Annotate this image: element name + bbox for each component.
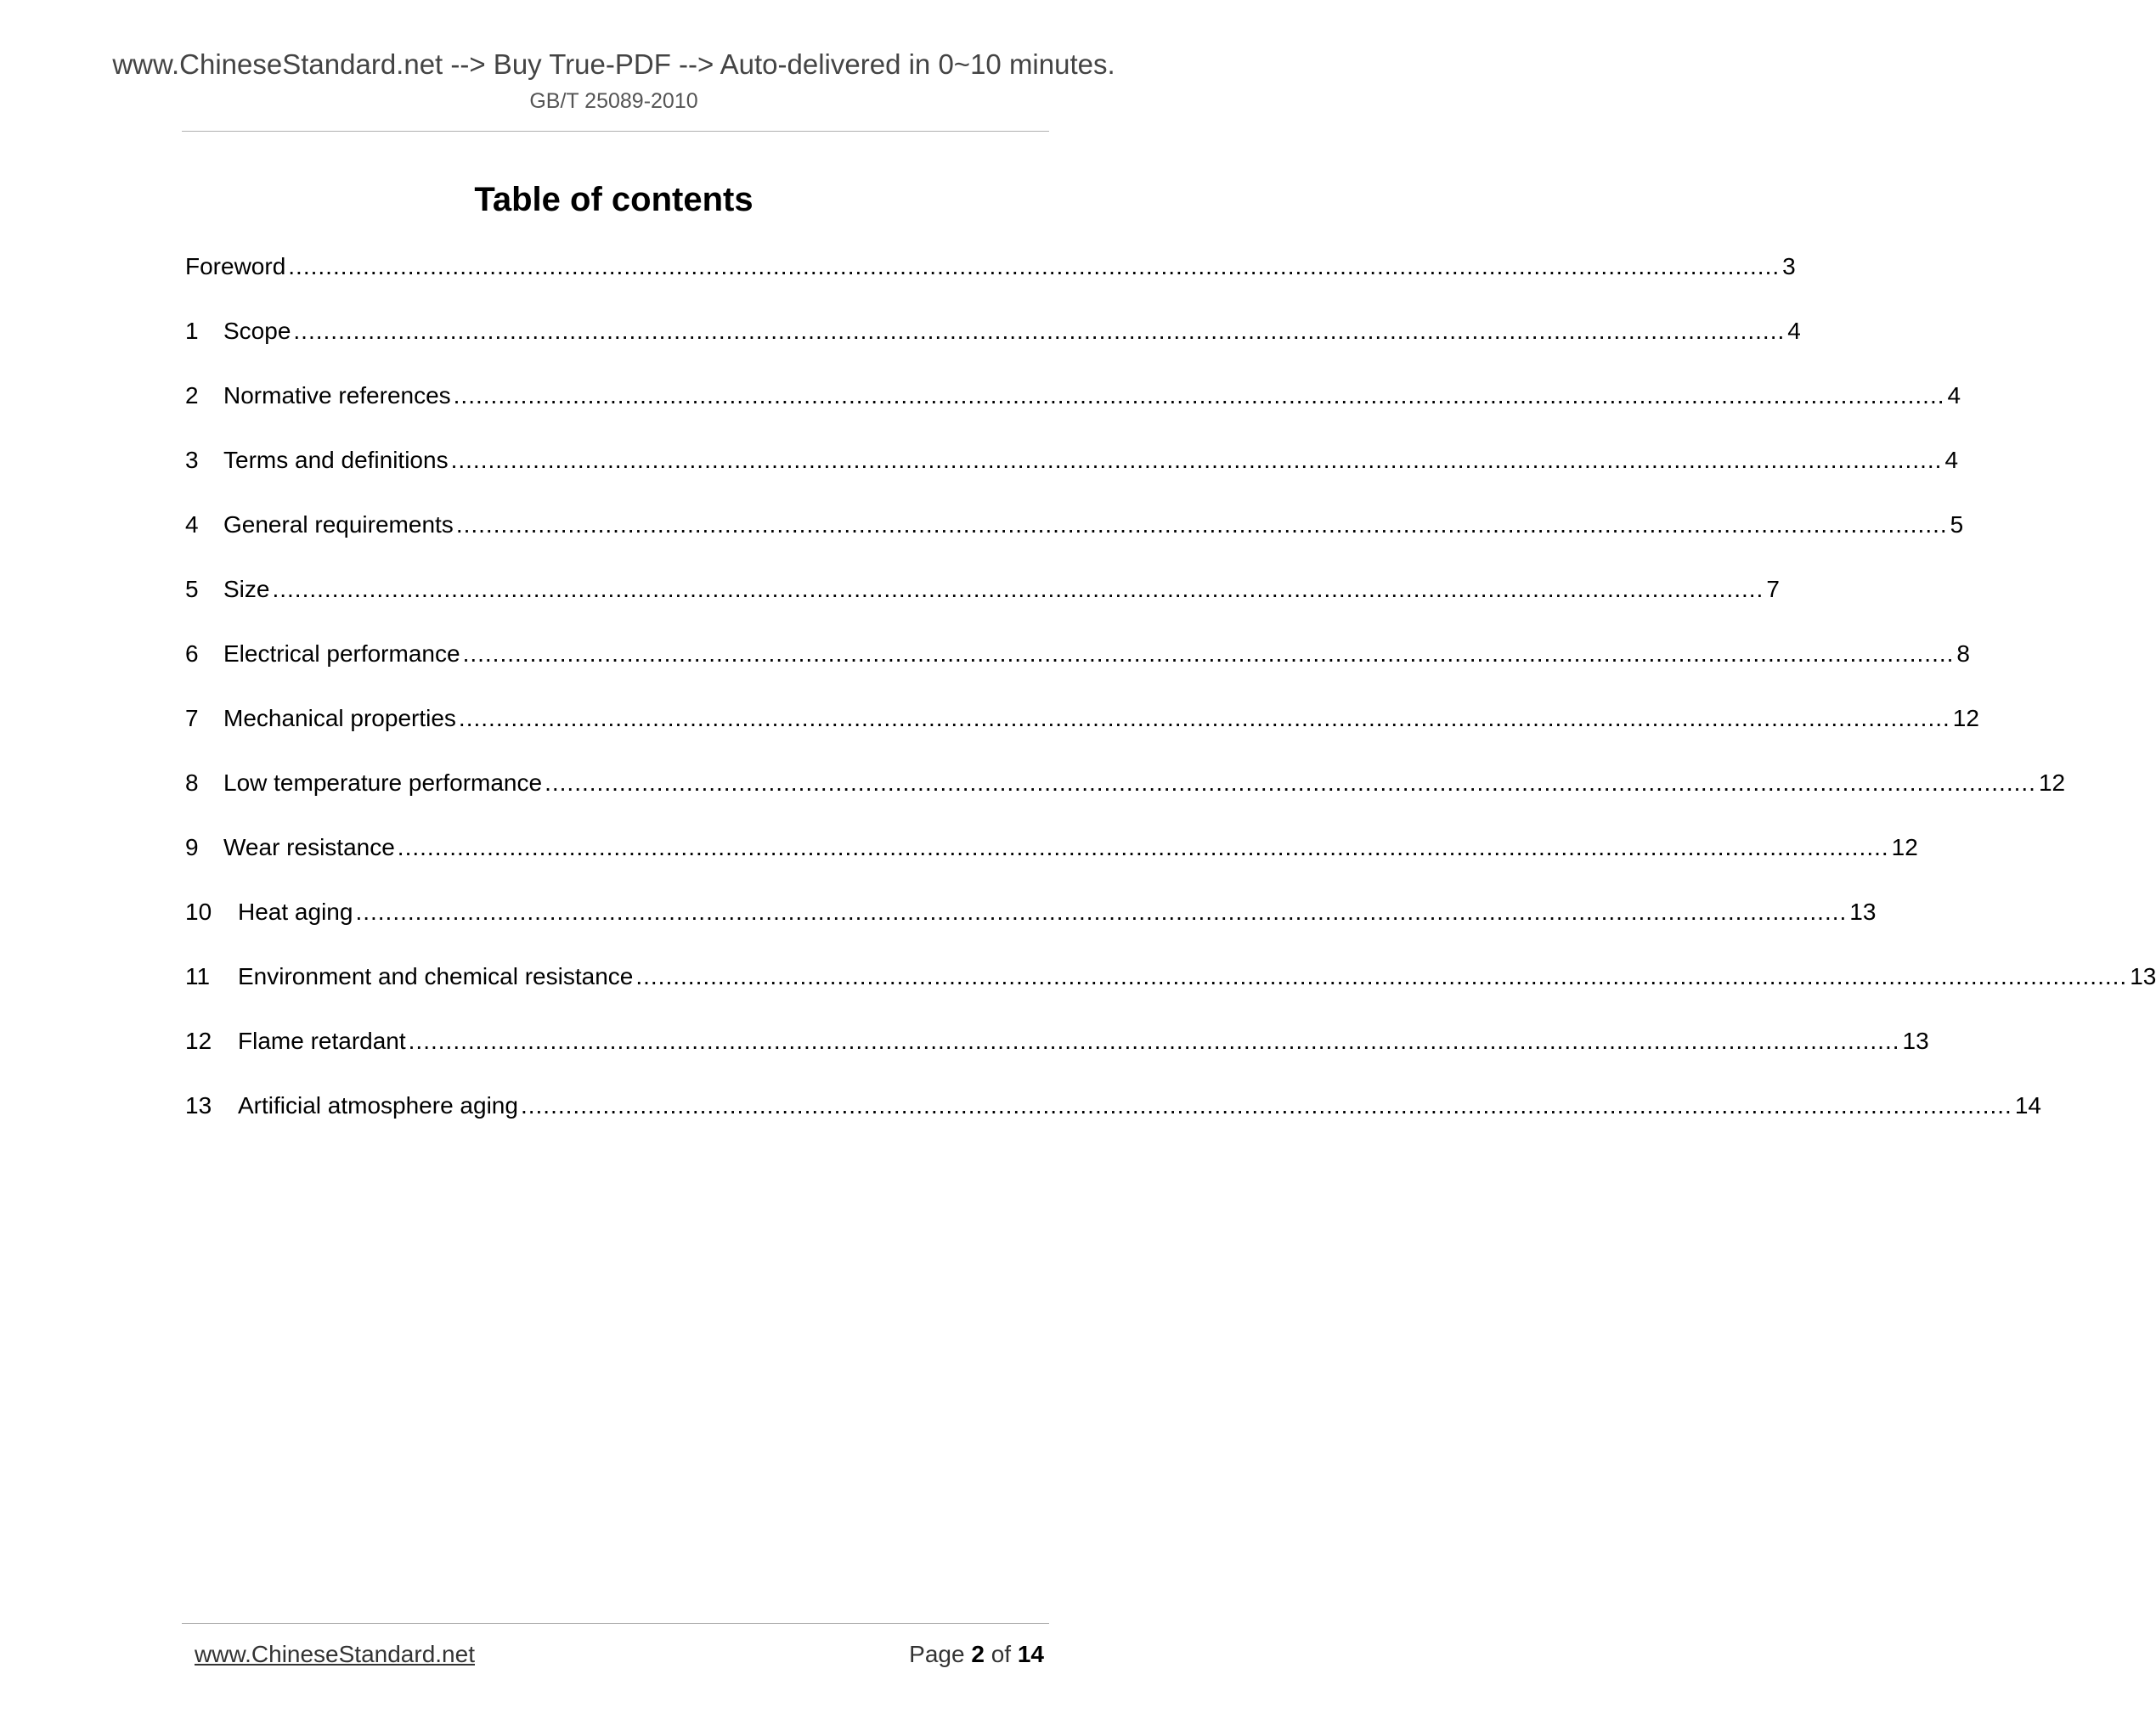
footer-divider bbox=[182, 1623, 1049, 1624]
page-total: 14 bbox=[1017, 1641, 1044, 1667]
toc-dot-leader: ........................................................................................................................................................................................................ bbox=[450, 447, 1943, 473]
toc-dot-leader: ........................................................................................................................................................................................................ bbox=[462, 640, 1955, 667]
toc-entry-number: 8 bbox=[185, 769, 199, 796]
page-of: of bbox=[991, 1641, 1012, 1667]
toc-entry-page: 8 bbox=[1956, 640, 1970, 667]
toc-entry-label: Terms and definitions bbox=[223, 447, 449, 473]
toc-dot-leader: ........................................................................................................................................................................................................ bbox=[545, 769, 2036, 796]
toc-entry-page: 12 bbox=[1891, 834, 1918, 860]
toc-entry-low-temperature-performance[interactable] bbox=[185, 766, 2066, 831]
toc-entry-page: 14 bbox=[2014, 1092, 2041, 1119]
toc-entry-number: 2 bbox=[185, 382, 199, 409]
toc-entry-label: Size bbox=[223, 576, 270, 602]
footer-website-link[interactable]: www.ChineseStandard.net bbox=[195, 1641, 475, 1667]
toc-entry-page: 4 bbox=[1944, 447, 1959, 473]
toc-entry-number: 1 bbox=[185, 318, 199, 344]
toc-entry-page: 12 bbox=[1952, 705, 1979, 731]
toc-entry-terms-and-definitions[interactable] bbox=[185, 443, 1959, 508]
toc-entry-general-requirements[interactable] bbox=[185, 508, 1964, 572]
toc-dot-leader: ........................................................................................................................................................................................................ bbox=[635, 963, 2128, 989]
toc-entry-label: Flame retardant bbox=[238, 1028, 406, 1054]
toc-dot-leader: ........................................................................................................................................................................................................ bbox=[397, 834, 1889, 860]
page-title: Table of contents bbox=[474, 181, 753, 218]
toc-entry-normative-references[interactable] bbox=[185, 379, 1961, 443]
toc-entry-number: 4 bbox=[185, 511, 199, 538]
toc-entry-page: 13 bbox=[2130, 963, 2156, 989]
toc-entry-number: 7 bbox=[185, 705, 199, 731]
toc-dot-leader: ........................................................................................................................................................................................................ bbox=[458, 705, 1950, 731]
header-banner: www.ChineseStandard.net --> Buy True-PDF --> Auto-delivered in 0~10 minutes. bbox=[112, 48, 1115, 80]
page-prefix: Page bbox=[909, 1641, 965, 1667]
toc-entry-label: Foreword bbox=[185, 253, 286, 279]
toc-entry-number: 12 bbox=[185, 1028, 212, 1054]
toc-dot-leader: ........................................................................................................................................................................................................ bbox=[293, 318, 1786, 344]
toc-entry-number: 3 bbox=[185, 447, 199, 473]
toc-entry-label: Environment and chemical resistance bbox=[238, 963, 634, 989]
toc-entry-label: Scope bbox=[223, 318, 291, 344]
toc-entry-scope[interactable] bbox=[185, 314, 1801, 379]
toc-entry-label: Low temperature performance bbox=[223, 769, 543, 796]
toc-entry-label: Heat aging bbox=[238, 899, 353, 925]
toc-entry-electrical-performance[interactable] bbox=[185, 637, 1970, 702]
toc-entry-page: 13 bbox=[1902, 1028, 1929, 1054]
toc-entry-number: 6 bbox=[185, 640, 199, 667]
toc-entry-foreword[interactable] bbox=[185, 250, 1796, 314]
toc-entry-number: 5 bbox=[185, 576, 199, 602]
toc-dot-leader: ........................................................................................................................................................................................................ bbox=[520, 1092, 2012, 1119]
toc-entry-heat-aging[interactable] bbox=[185, 895, 1877, 960]
toc-entry-label: Normative references bbox=[223, 382, 451, 409]
standard-code: GB/T 25089-2010 bbox=[529, 89, 698, 113]
toc-entry-label: Artificial atmosphere aging bbox=[238, 1092, 518, 1119]
toc-entry-environment-chemical-resistance[interactable] bbox=[185, 960, 2156, 1024]
toc-dot-leader: ........................................................................................................................................................................................................ bbox=[408, 1028, 1900, 1054]
toc-entry-page: 5 bbox=[1950, 511, 1964, 538]
toc-entry-page: 4 bbox=[1787, 318, 1801, 344]
table-of-contents bbox=[185, 250, 2156, 1153]
header-divider bbox=[182, 131, 1049, 132]
toc-entry-label: Mechanical properties bbox=[223, 705, 456, 731]
toc-entry-label: General requirements bbox=[223, 511, 454, 538]
page-current: 2 bbox=[971, 1641, 985, 1667]
toc-entry-number: 11 bbox=[185, 963, 211, 989]
toc-entry-number: 9 bbox=[185, 834, 199, 860]
toc-entry-size[interactable] bbox=[185, 572, 1780, 637]
toc-entry-page: 7 bbox=[1766, 576, 1780, 602]
toc-entry-mechanical-properties[interactable] bbox=[185, 702, 1979, 766]
toc-entry-page: 4 bbox=[1947, 382, 1961, 409]
toc-entry-number: 10 bbox=[185, 899, 212, 925]
toc-dot-leader: ........................................................................................................................................................................................................ bbox=[355, 899, 1848, 925]
toc-entry-page: 12 bbox=[2038, 769, 2066, 796]
toc-dot-leader: ........................................................................................................................................................................................................ bbox=[455, 511, 1948, 538]
toc-entry-number: 13 bbox=[185, 1092, 212, 1119]
toc-entry-wear-resistance[interactable] bbox=[185, 831, 1918, 895]
toc-entry-label: Wear resistance bbox=[223, 834, 395, 860]
toc-entry-flame-retardant[interactable] bbox=[185, 1024, 1929, 1089]
toc-entry-page: 3 bbox=[1782, 253, 1796, 279]
toc-dot-leader: ........................................................................................................................................................................................................ bbox=[288, 253, 1781, 279]
toc-entry-page: 13 bbox=[1849, 899, 1877, 925]
toc-entry-label: Electrical performance bbox=[223, 640, 460, 667]
toc-dot-leader: ........................................................................................................................................................................................................ bbox=[453, 382, 1945, 409]
toc-entry-artificial-atmosphere-aging[interactable] bbox=[185, 1089, 2041, 1153]
footer-page-indicator bbox=[909, 1639, 1044, 1670]
toc-dot-leader: ........................................................................................................................................................................................................ bbox=[272, 576, 1764, 602]
